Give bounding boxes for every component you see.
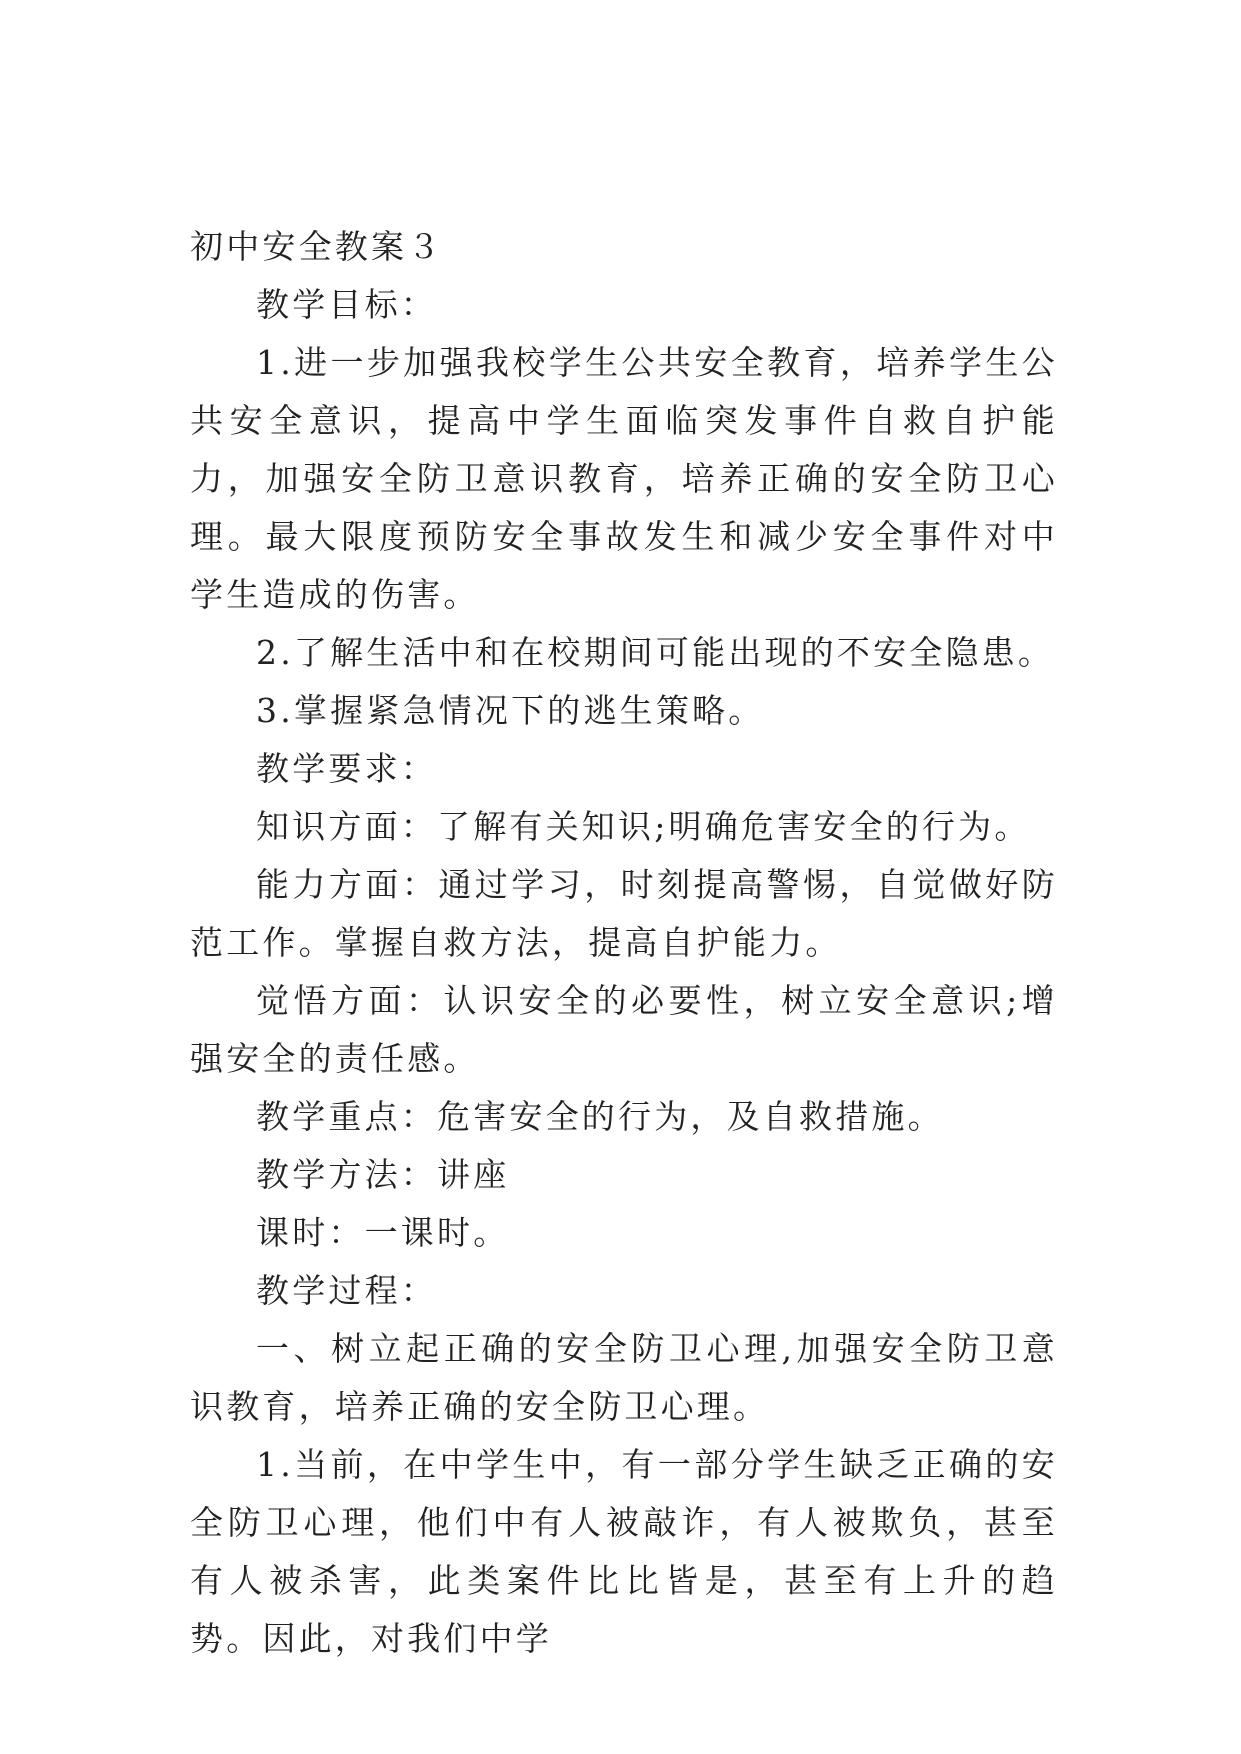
paragraph-class-hours: 课时：一课时。 <box>256 1213 510 1252</box>
paragraph-method: 教学方法：讲座 <box>256 1155 510 1194</box>
paragraph-section-1: 一、树立起正确的安全防卫心理,加强安全防卫意识教育，培养正确的安全防卫心理。 <box>190 1329 1058 1426</box>
paragraph-objective-1: 1.进一步加强我校学生公共安全教育，培养学生公共安全意识，提高中学生面临突发事件自救自护能力，加强安全防卫意识教育，培养正确的安全防卫心理。最大限度预防安全事故发生和减少安全事件对中学生造成的伤害。 <box>190 343 1058 614</box>
paragraph-objective-2: 2.了解生活中和在校期间可能出现的不安全隐患。 <box>256 633 1055 672</box>
paragraph-process-heading: 教学过程： <box>256 1271 437 1310</box>
document-title: 初中安全教案３ <box>190 227 444 266</box>
paragraph-knowledge: 知识方面：了解有关知识;明确危害安全的行为。 <box>256 807 1031 846</box>
paragraph-awareness: 觉悟方面：认识安全的必要性，树立安全意识;增强安全的责任感。 <box>190 981 1058 1078</box>
paragraph-section-1-item-1: 1.当前，在中学生中，有一部分学生缺乏正确的安全防卫心理，他们中有人被敲诈，有人被欺负，甚至有人被杀害，此类案件比比皆是，甚至有上升的趋势。因此，对我们中学 <box>190 1445 1058 1658</box>
paragraph-requirements-heading: 教学要求： <box>256 749 437 788</box>
paragraph-key-points: 教学重点：危害安全的行为，及自救措施。 <box>256 1097 944 1136</box>
document-body <box>190 218 1058 1668</box>
paragraph-objective-3: 3.掌握紧急情况下的逃生策略。 <box>256 691 765 730</box>
paragraph-objectives-heading: 教学目标： <box>256 285 437 324</box>
paragraph-ability: 能力方面：通过学习，时刻提高警惕，自觉做好防范工作。掌握自救方法，提高自护能力。 <box>190 865 1058 962</box>
